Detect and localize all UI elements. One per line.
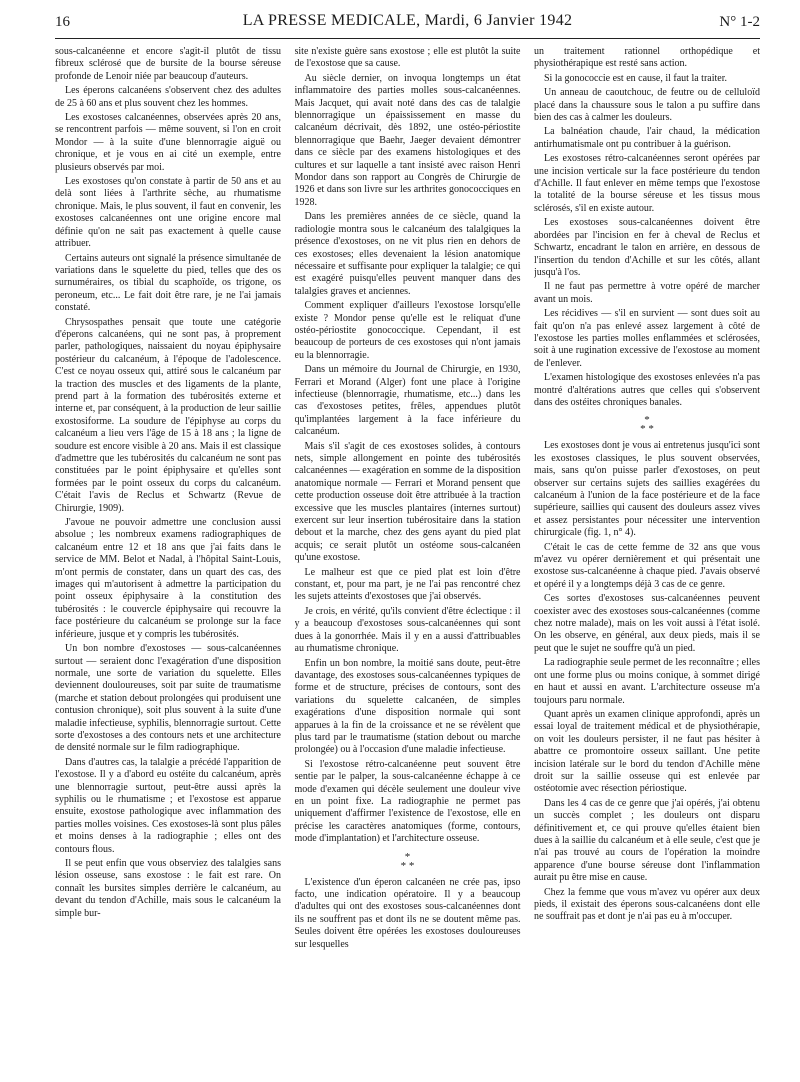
- paragraph: Je crois, en vérité, qu'ils convient d'être éclectique : il y a beaucoup d'exostoses sous-calcanéennes qui sont dues à la gonorrhée. Mais il y en a aussi d'attribuables au rhumatisme chronique.: [294, 605, 521, 655]
- paragraph: Si la gonococcie est en cause, il faut la traiter.: [544, 72, 727, 84]
- section-separator: [534, 416, 760, 434]
- paragraph: Il ne faut pas permettre à votre opéré de marcher avant un mois.: [534, 281, 760, 305]
- paragraph: Mais s'il s'agit de ces exostoses solides, à contours nets, simple allongement en pointe des tubérosités calcanéennes — exagération en somme de la disposition anatomique normale — Ferrari et Morand pensent que cette production osseuse doit être attribuée à la traction excessive que les muscles plantaires (internes surtout) exercent sur leur insertion tubérositaire dans la station debout et la marche, chez des gens ayant du pied plat acquis; ce serait plutôt un ostéome sous-calcanéen qu'une exostose.: [294, 440, 521, 564]
- separator-top: *: [644, 414, 650, 427]
- paragraph: Ces sortes d'exostoses sus-calcanéennes peuvent coexister avec des exostoses sous-calcanéennes (comme chez notre malade), mais on les voit aussi à l'état isolé. On les observe, en général, aux deux pieds, mais il se peut que le sujet ne souffre qu'à un pied.: [534, 593, 760, 654]
- paragraph: Les exostoses rétro-calcanéennes seront opérées par une incision verticale sur la face postérieure du tendon d'Achille. Il faut enlever en même temps que l'exostose la totalité de la bourse séreuse et les tissus mous sclérosés, s'il en existe autour.: [534, 153, 760, 214]
- paragraph: Dans d'autres cas, la talalgie a précédé l'apparition de l'exostose. Il y a d'abord eu ostéite du calcanéum, après une blennorragie surtout, peut-être aussi après la syphilis ou le rhumatisme ; et l'exostose est apparue ensuite, exostose pathologique avec inflammation des parties molles voisines. Ces exostoses-là sont plus pâles et moins denses à la radiographie ; elles ont des contours flous.: [55, 756, 281, 855]
- paragraph: Dans les 4 cas de ce genre que j'ai opérés, j'ai obtenu un succès complet ; les douleurs ont disparu définitivement et, ce qui prouve qu'elles étaient bien dues à la saillie du calcanéum et à elle seule, c'est que je n'ai pas trouvé au cours de l'opération la moindre apparence d'une bourse séreuse dont l'inflammation aurait pu être mise en cause.: [534, 797, 760, 884]
- paragraph: Dans les premières années de ce siècle, quand la radiologie montra sous le calcanéum des talalgiques la présence d'exostoses, on ne vit plus rien en dehors de ces exostoses; elles devenaient la lésion anatomique nécessaire et suffisante pour expliquer la talalgie; ce qui est exagéré puisqu'elles peuvent manquer dans des talalgies graves et anciennes.: [294, 211, 521, 297]
- paragraph: Chez la femme que vous m'avez vu opérer aux deux pieds, il existait des éperons sous-calcanéens dont elle ne souffrait pas et dont je n'ai pas eu à m'occuper.: [534, 886, 760, 923]
- paragraph: Les exostoses calcanéennes, observées après 20 ans, se rencontrent parfois — même souvent, si l'on en croit Mondor — à la suite d'une blennorragie aiguë ou chronique, et je vous en ai cité un exemple, entre plusieurs observés par moi.: [55, 112, 281, 173]
- paragraph: La radiographie seule permet de les reconnaître ; elles ont une forme plus ou moins conique, à sommet dirigé en haut et aussi en avant. L'architecture osseuse m'a toujours paru normale.: [534, 657, 760, 706]
- paragraph: La balnéation chaude, l'air chaud, la médication antirhumatismale ont pu contribuer à la guérison.: [534, 126, 760, 150]
- paragraph: sous-calcanéenne et encore s'agit-il plutôt de tissu fibreux sclérosé que de bursite de la bourse séreuse profonde de Lenoir niée par beaucoup d'auteurs.: [55, 46, 281, 82]
- publication-title: LA PRESSE MEDICALE, Mardi, 6 Janvier 1942: [242, 12, 573, 29]
- paragraph: L'examen histologique des exostoses enlevées n'a pas montré d'altérations autres que celles qui s'observent dans des ostéites chroniques banales.: [534, 372, 760, 408]
- paragraph: Quant après un examen clinique approfondi, après un essai loyal de traitement médical et de physiothérapie, on voit les douleurs persister, il ne faut pas hésiter à abattre ce promontoire osseux saillant. Une petite incision latérale sur le bord du tendon d'Achille mène droit sur la saillie osseuse qui est enlevée par ostéotomie avec résection périostique.: [534, 708, 760, 795]
- paragraph: Les récidives — s'il en survient — sont dues soit au fait qu'on n'a pas enlevé assez largement à côté de l'exostose les parties molles enflammées et sclérosées, soit à une rugination excessive de l'exostose au moment de l'enlever.: [534, 308, 760, 369]
- paragraph: Comment expliquer d'ailleurs l'exostose lorsqu'elle existe ? Mondor pense qu'elle est le reliquat d'une ostéo-périostite gonococcique. Cependant, il est beaucoup de porteurs de ces exostoses qui n'ont jamais eu la blennorragie.: [294, 300, 521, 361]
- paragraph: Enfin un bon nombre, la moitié sans doute, peut-être davantage, des exostoses sous-calcanéennes typiques de forme et de structure, précises de contours, sont des variations du squelette calcanéen, de simples exagérations d'une disposition normale qui sont apparues à la fin de la croissance et ne se révèlent que plus tard par le traumatisme (station debout ou marche prolongée) ou à l'occasion d'une maladie infectieuse.: [294, 657, 521, 756]
- paragraph: Au siècle dernier, on invoqua longtemps un état inflammatoire des parties molles sous-calcanéennes. Mais Jacquet, qui avait noté dans des cas de talalgie blennorragique un épaississement en masse du calcanéum décrivait, dès 1892, une ostéo-périostite blennorragique que Baehr, Jaeger devaient démontrer dans ce siècle par des examens histologiques et des cultures et sur laquelle a tant insisté avec raison Henri Mondor dans son rapport au Congrès de Chirurgie de 1926 et dans son livre sur les arthrites gonococciques en 1928.: [294, 72, 521, 208]
- paragraph: J'avoue ne pouvoir admettre une conclusion aussi absolue ; les nombreux examens radiographiques de calcanéum entre 12 et 18 ans que j'ai faits dans le service de MM. Belot et Nadal, à l'hôpital Saint-Louis, m'ont permis de constater, dans un quart des cas, des images qui m'autorisent à admettre la participation du point osseux épiphysaire à la constitution des tubérosités : le couvercle épiphysaire qui recouvre la face postérieure du calcanéum se prolonge sur la face inférieure, jusque et y compris les tubérosités.: [55, 517, 281, 640]
- issue-number: N° 1-2: [719, 14, 760, 30]
- column-3: [534, 46, 760, 1074]
- paragraph: un traitement rationnel orthopédique et physiothérapique est resté sans action.: [534, 46, 760, 70]
- paragraph: Un bon nombre d'exostoses — sous-calcanéennes surtout — seraient donc l'exagération d'une disposition normale, une sorte de variation du squelette. Elles deviennent douloureuses, soit par suite de traumatisme (marche et station debout prolongées qui produisent une contusion chronique), soit plus souvent à la suite d'une maladie infectieuse, syphilis, blennorragie surtout. Cette sorte d'exostoses a des contours nets et une architecture de densité normale sur le film radiographique.: [55, 643, 281, 754]
- paragraph: L'existence d'un éperon calcanéen ne crée pas, ipso facto, une indication opératoire. Il y a beaucoup d'adultes qui ont des exostoses sous-calcanéennes dont ils ne souffrent pas et dont ils ne se doutent même pas. Seules doivent être opérées les exostoses douloureuses sur lesquelles: [294, 876, 521, 950]
- separator-bottom: * *: [400, 859, 415, 872]
- page-header: [55, 12, 760, 39]
- paragraph: C'était le cas de cette femme de 32 ans que vous m'avez vu opérer dernièrement et qui présentait une exostose sus-calcanéenne à chaque pied. J'avais observé et opéré il y a longtemps déjà 3 cas de ce genre.: [534, 541, 760, 590]
- paragraph: Chrysospathes pensait que toute une catégorie d'éperons calcanéens, qui ne sont pas, à proprement parler, pathologiques, naissaient du noyau épiphysaire postérieur du calcanéum, à l'époque de l'adolescence. C'est ce noyau osseux qui, attiré sous le calcanéum par la traction des muscles et des ligaments de la plante, prend part à la formation des tubérosités externe et interne et, par conséquent, à la production de leur saillie exostosiforme. La soudure de l'épiphyse au corps du calcanéum a lieu vers l'âge de 15 à 18 ans ; la ligne de soudure est encore visible à 20 ans. Mais il est classique d'admettre que les tubérosités du calcanéum ne sont pas constituées par le point épiphysaire et qu'elles sont formées par le point osseux du corps du calcanéum. C'était l'avis de Reclus et Schwartz (Revue de Chirurgie, 1909).: [55, 316, 281, 514]
- separator-bottom: * *: [640, 423, 654, 436]
- section-separator: [295, 850, 521, 872]
- paragraph: Un anneau de caoutchouc, de feutre ou de celluloïd placé dans la chaussure sous le talon a pu suffire dans bien des cas à calmer les douleurs.: [534, 87, 760, 124]
- column-2: [295, 46, 521, 1074]
- paragraph: Le malheur est que ce pied plat est loin d'être constant, et, pour ma part, je ne l'ai pas rencontré chez les sujets atteints d'exostoses que j'ai observés.: [294, 566, 521, 603]
- paragraph: Dans un mémoire du Journal de Chirurgie, en 1930, Ferrari et Morand (Alger) font une place à l'origine infectieuse (blennorragie, rhumatisme, etc...) dans les cas d'exostoses petites, frêles, appendues plutôt qu'implantées largement à la face inférieure du calcanéum.: [294, 364, 521, 438]
- paragraph: Il se peut enfin que vous observiez des talalgies sans lésion osseuse, sans exostose : le fait est rare. On connaît les bursites simples derrière le calcanéum, au devant du tendon d'Achille, mais sous le calcanéum la simple bur-: [55, 858, 281, 919]
- page-number: 16: [55, 14, 70, 30]
- paragraph: Les exostoses sous-calcanéennes doivent être abordées par l'incision en fer à cheval de Reclus et Schwartz, encadrant le talon en arrière, en dessous de l'insertion du tendon d'Achille et sur les côtés, allant jusqu'à l'os.: [534, 217, 760, 278]
- paragraph: Si l'exostose rétro-calcanéenne peut souvent être sentie par le palper, la sous-calcanéenne échappe à ce mode d'examen qui décèle seulement une douleur vive en un point fixe. La radiographie ne permet pas uniquement d'affirmer l'existence de l'exostose, elle en précise les caractères anatomiques (forme, contours, mode d'implantation) et l'architecture osseuse.: [294, 758, 521, 845]
- article-columns: [55, 46, 760, 1074]
- paragraph: Les éperons calcanéens s'observent chez des adultes de 25 à 60 ans et plus souvent chez les hommes.: [55, 85, 281, 109]
- paragraph: Certains auteurs ont signalé la présence simultanée de variations dans le squelette du pied, telles que des os surnuméraires, os tibial du scaphoïde, os trigone, os peroneum, etc... Le fait doit être rare, je ne l'ai jamais constaté.: [55, 252, 281, 314]
- paragraph: Les exostoses qu'on constate à partir de 50 ans et au delà sont liées à l'arthrite sèche, au rhumatisme chronique. Mais, le plus souvent, il faut en convenir, les exostoses calcanéennes ont une origine encore mal définie qu'on ne sait pas exactement à quelle cause attribuer.: [55, 176, 281, 250]
- separator-top: *: [404, 850, 411, 863]
- column-1: [55, 46, 281, 1074]
- paragraph: Les exostoses dont je vous ai entretenus jusqu'ici sont les exostoses classiques, le plus souvent observées, mais, sans qu'on puisse parler d'exostoses, on peut observer sur certains sujets des saillies exagérées du calcanéum à l'union de la face postérieure et de la face supérieure, saillies qui causent des douleurs assez vives et assez persistantes pour nécessiter une intervention chirurgicale (fig. 1, n° 4).: [534, 440, 760, 539]
- paragraph: site n'existe guère sans exostose ; elle est plutôt la suite de l'exostose que sa cause.: [294, 46, 521, 70]
